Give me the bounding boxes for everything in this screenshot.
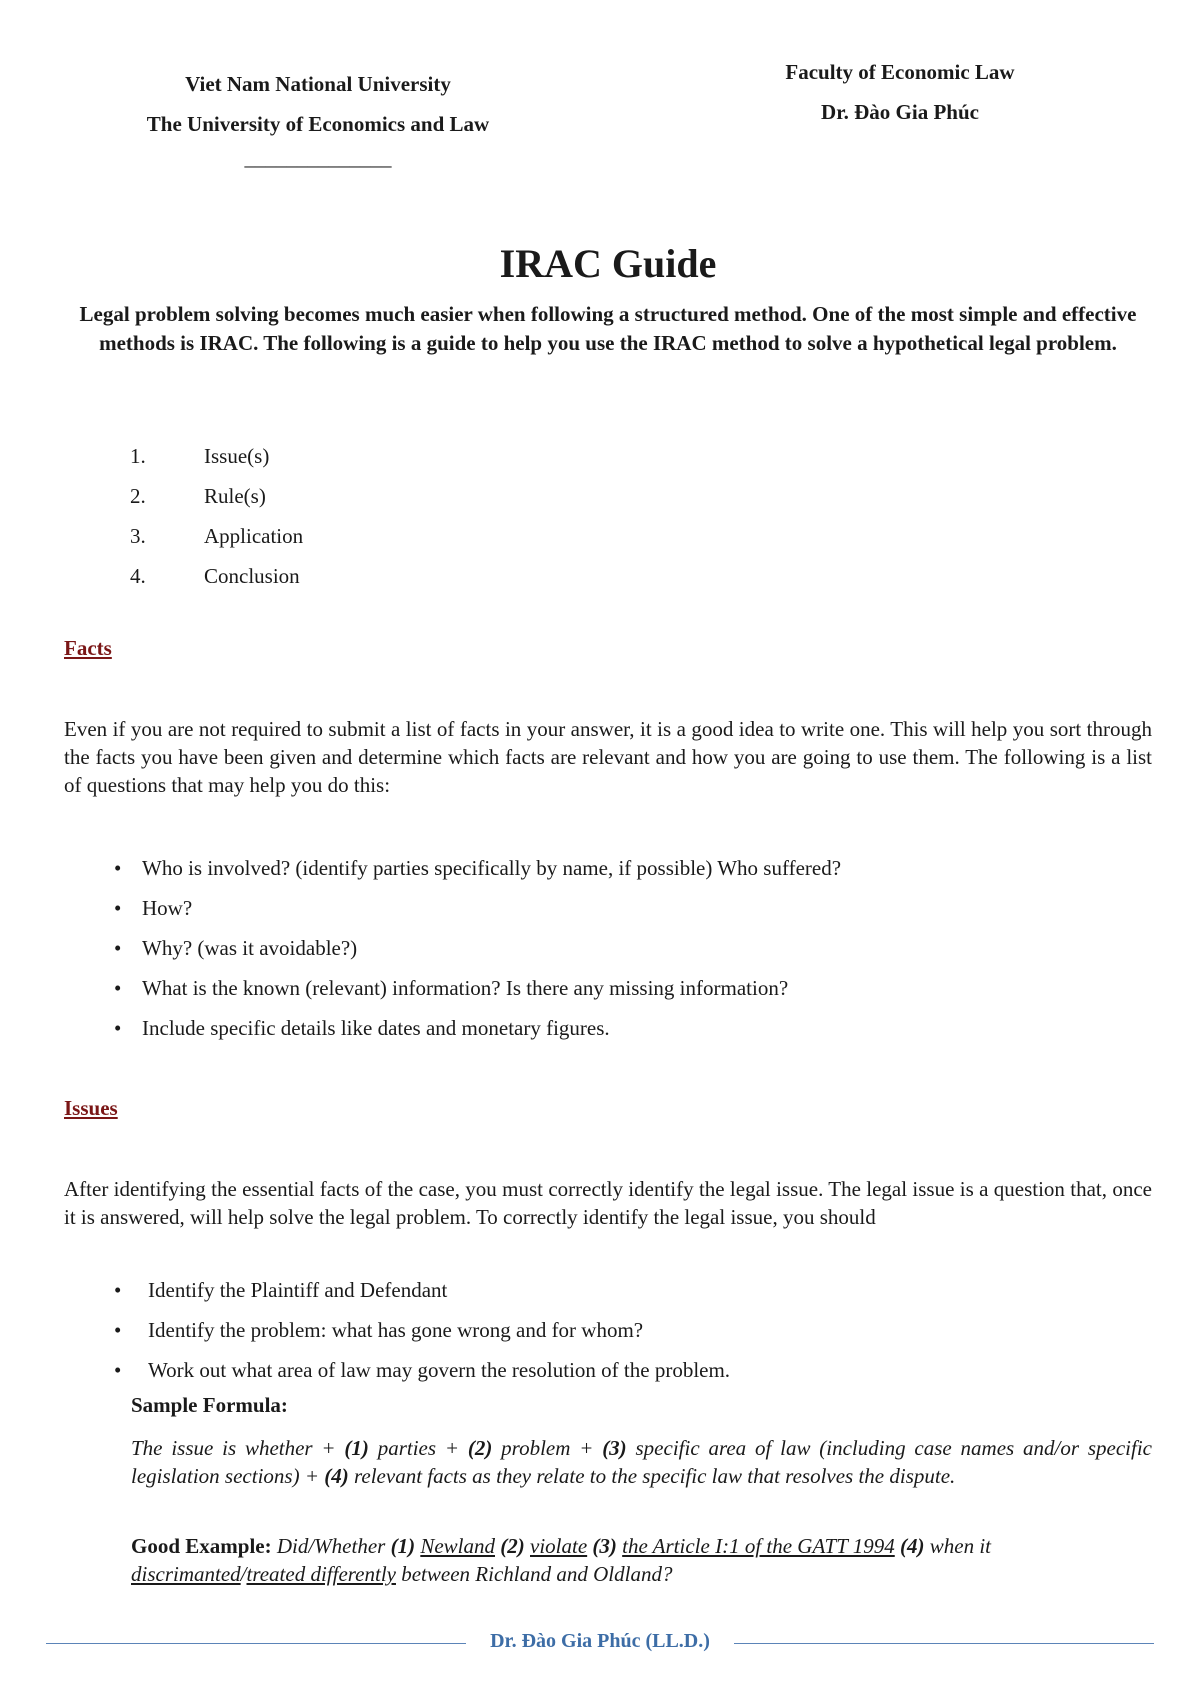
formula-part: specific area of law (including case names and/or specific legislation sections) + [131, 1436, 1152, 1488]
issues-heading: Issues [64, 1096, 118, 1120]
example-part: between Richland and Oldland? [395, 1562, 673, 1586]
footer-author: Dr. Đào Gia Phúc (LL.D.) [490, 1630, 710, 1652]
example-part: / [240, 1562, 247, 1586]
step-label: Conclusion [204, 564, 300, 588]
formula-number: (4) [324, 1464, 349, 1488]
author-name: Dr. Đào Gia Phúc [821, 100, 979, 124]
list-item [114, 1008, 1114, 1048]
irac-steps-list [130, 436, 530, 606]
page-title: IRAC Guide [499, 241, 717, 286]
facts-bullet-list [114, 848, 1114, 1048]
list-item [114, 1270, 1114, 1310]
example-part: when it [924, 1534, 991, 1558]
sample-formula-text [131, 1434, 1152, 1490]
bullet-icon: • [114, 856, 122, 880]
example-fact: discrimanted [131, 1562, 241, 1586]
bullet-text: Identify the problem: what has gone wrong and for whom? [148, 1318, 644, 1342]
school-name: The University of Economics and Law [146, 112, 490, 136]
step-label: Issue(s) [204, 444, 270, 468]
list-item [130, 556, 530, 596]
example-problem: violate [530, 1534, 588, 1558]
bullet-text: How? [142, 896, 193, 920]
list-item [130, 476, 530, 516]
step-label: Application [204, 524, 304, 548]
bullet-icon: • [114, 976, 122, 1000]
bullet-text: Work out what area of law may govern the resolution of the problem. [148, 1358, 731, 1382]
bullet-text: Identify the Plaintiff and Defendant [148, 1278, 448, 1302]
bullet-text: What is the known (relevant) information? Is there any missing information? [142, 976, 789, 1000]
list-item [130, 436, 530, 476]
list-item [130, 516, 530, 556]
sample-formula-label: Sample Formula: [131, 1393, 288, 1417]
facts-heading: Facts [64, 636, 112, 660]
bullet-icon: • [114, 936, 122, 960]
intro-paragraph: Legal problem solving becomes much easier when following a structured method. One of the most simple and effective methods is IRAC. The following is a guide to help you use the IRAC method to solve a hypothetical legal problem. [79, 302, 1137, 355]
good-example [131, 1532, 1152, 1588]
formula-part: problem + [492, 1436, 603, 1460]
example-number: (3) [592, 1534, 617, 1558]
example-number: (2) [500, 1534, 525, 1558]
faculty-header [700, 52, 1100, 132]
formula-part: relevant facts as they relate to the specific law that resolves the dispute. [348, 1464, 956, 1488]
example-law: the Article I:1 of the GATT 1994 [622, 1534, 895, 1558]
formula-number: (1) [344, 1436, 369, 1460]
bullet-icon: • [114, 1278, 122, 1302]
step-number: 3. [130, 524, 146, 548]
example-part: Did/Whether [276, 1534, 391, 1558]
bullet-text: Include specific details like dates and monetary figures. [142, 1016, 610, 1040]
facts-paragraph: Even if you are not required to submit a list of facts in your answer, it is a good idea to write one. This will help you sort through the facts you have been given and determine which facts are relevant and how you are going to use them. The following is a list of questions that may help you do this: [64, 717, 1152, 797]
example-number: (4) [900, 1534, 925, 1558]
list-item [114, 848, 1114, 888]
list-item [114, 1350, 1114, 1390]
list-item [114, 928, 1114, 968]
issues-paragraph: After identifying the essential facts of the case, you must correctly identify the legal issue. The legal issue is a question that, once it is answered, will help solve the legal problem. To correctly identify the legal issue, you should [64, 1177, 1152, 1229]
list-item [114, 968, 1114, 1008]
bullet-text: Who is involved? (identify parties specifically by name, if possible) Who suffered? [142, 856, 842, 880]
example-fact: treated differently [246, 1562, 396, 1586]
good-example-label: Good Example: [131, 1534, 272, 1558]
step-number: 4. [130, 564, 146, 588]
step-number: 1. [130, 444, 146, 468]
example-number: (1) [390, 1534, 416, 1558]
step-number: 2. [130, 484, 146, 508]
faculty-name: Faculty of Economic Law [785, 60, 1015, 84]
university-name: Viet Nam National University [185, 72, 451, 96]
bullet-icon: • [114, 896, 122, 920]
formula-number: (2) [467, 1436, 493, 1460]
header-rule: ______________ [244, 146, 392, 170]
formula-number: (3) [602, 1436, 627, 1460]
formula-part: The issue is whether + [131, 1436, 345, 1460]
issues-bullet-list [114, 1270, 1114, 1390]
bullet-icon: • [114, 1318, 122, 1342]
example-party: Newland [420, 1534, 495, 1558]
bullet-text: Why? (was it avoidable?) [142, 936, 358, 960]
list-item [114, 1310, 1114, 1350]
bullet-icon: • [114, 1016, 122, 1040]
list-item [114, 888, 1114, 928]
bullet-icon: • [114, 1358, 122, 1382]
institution-header [118, 64, 518, 172]
step-label: Rule(s) [204, 484, 266, 508]
formula-part: parties + [368, 1436, 468, 1460]
